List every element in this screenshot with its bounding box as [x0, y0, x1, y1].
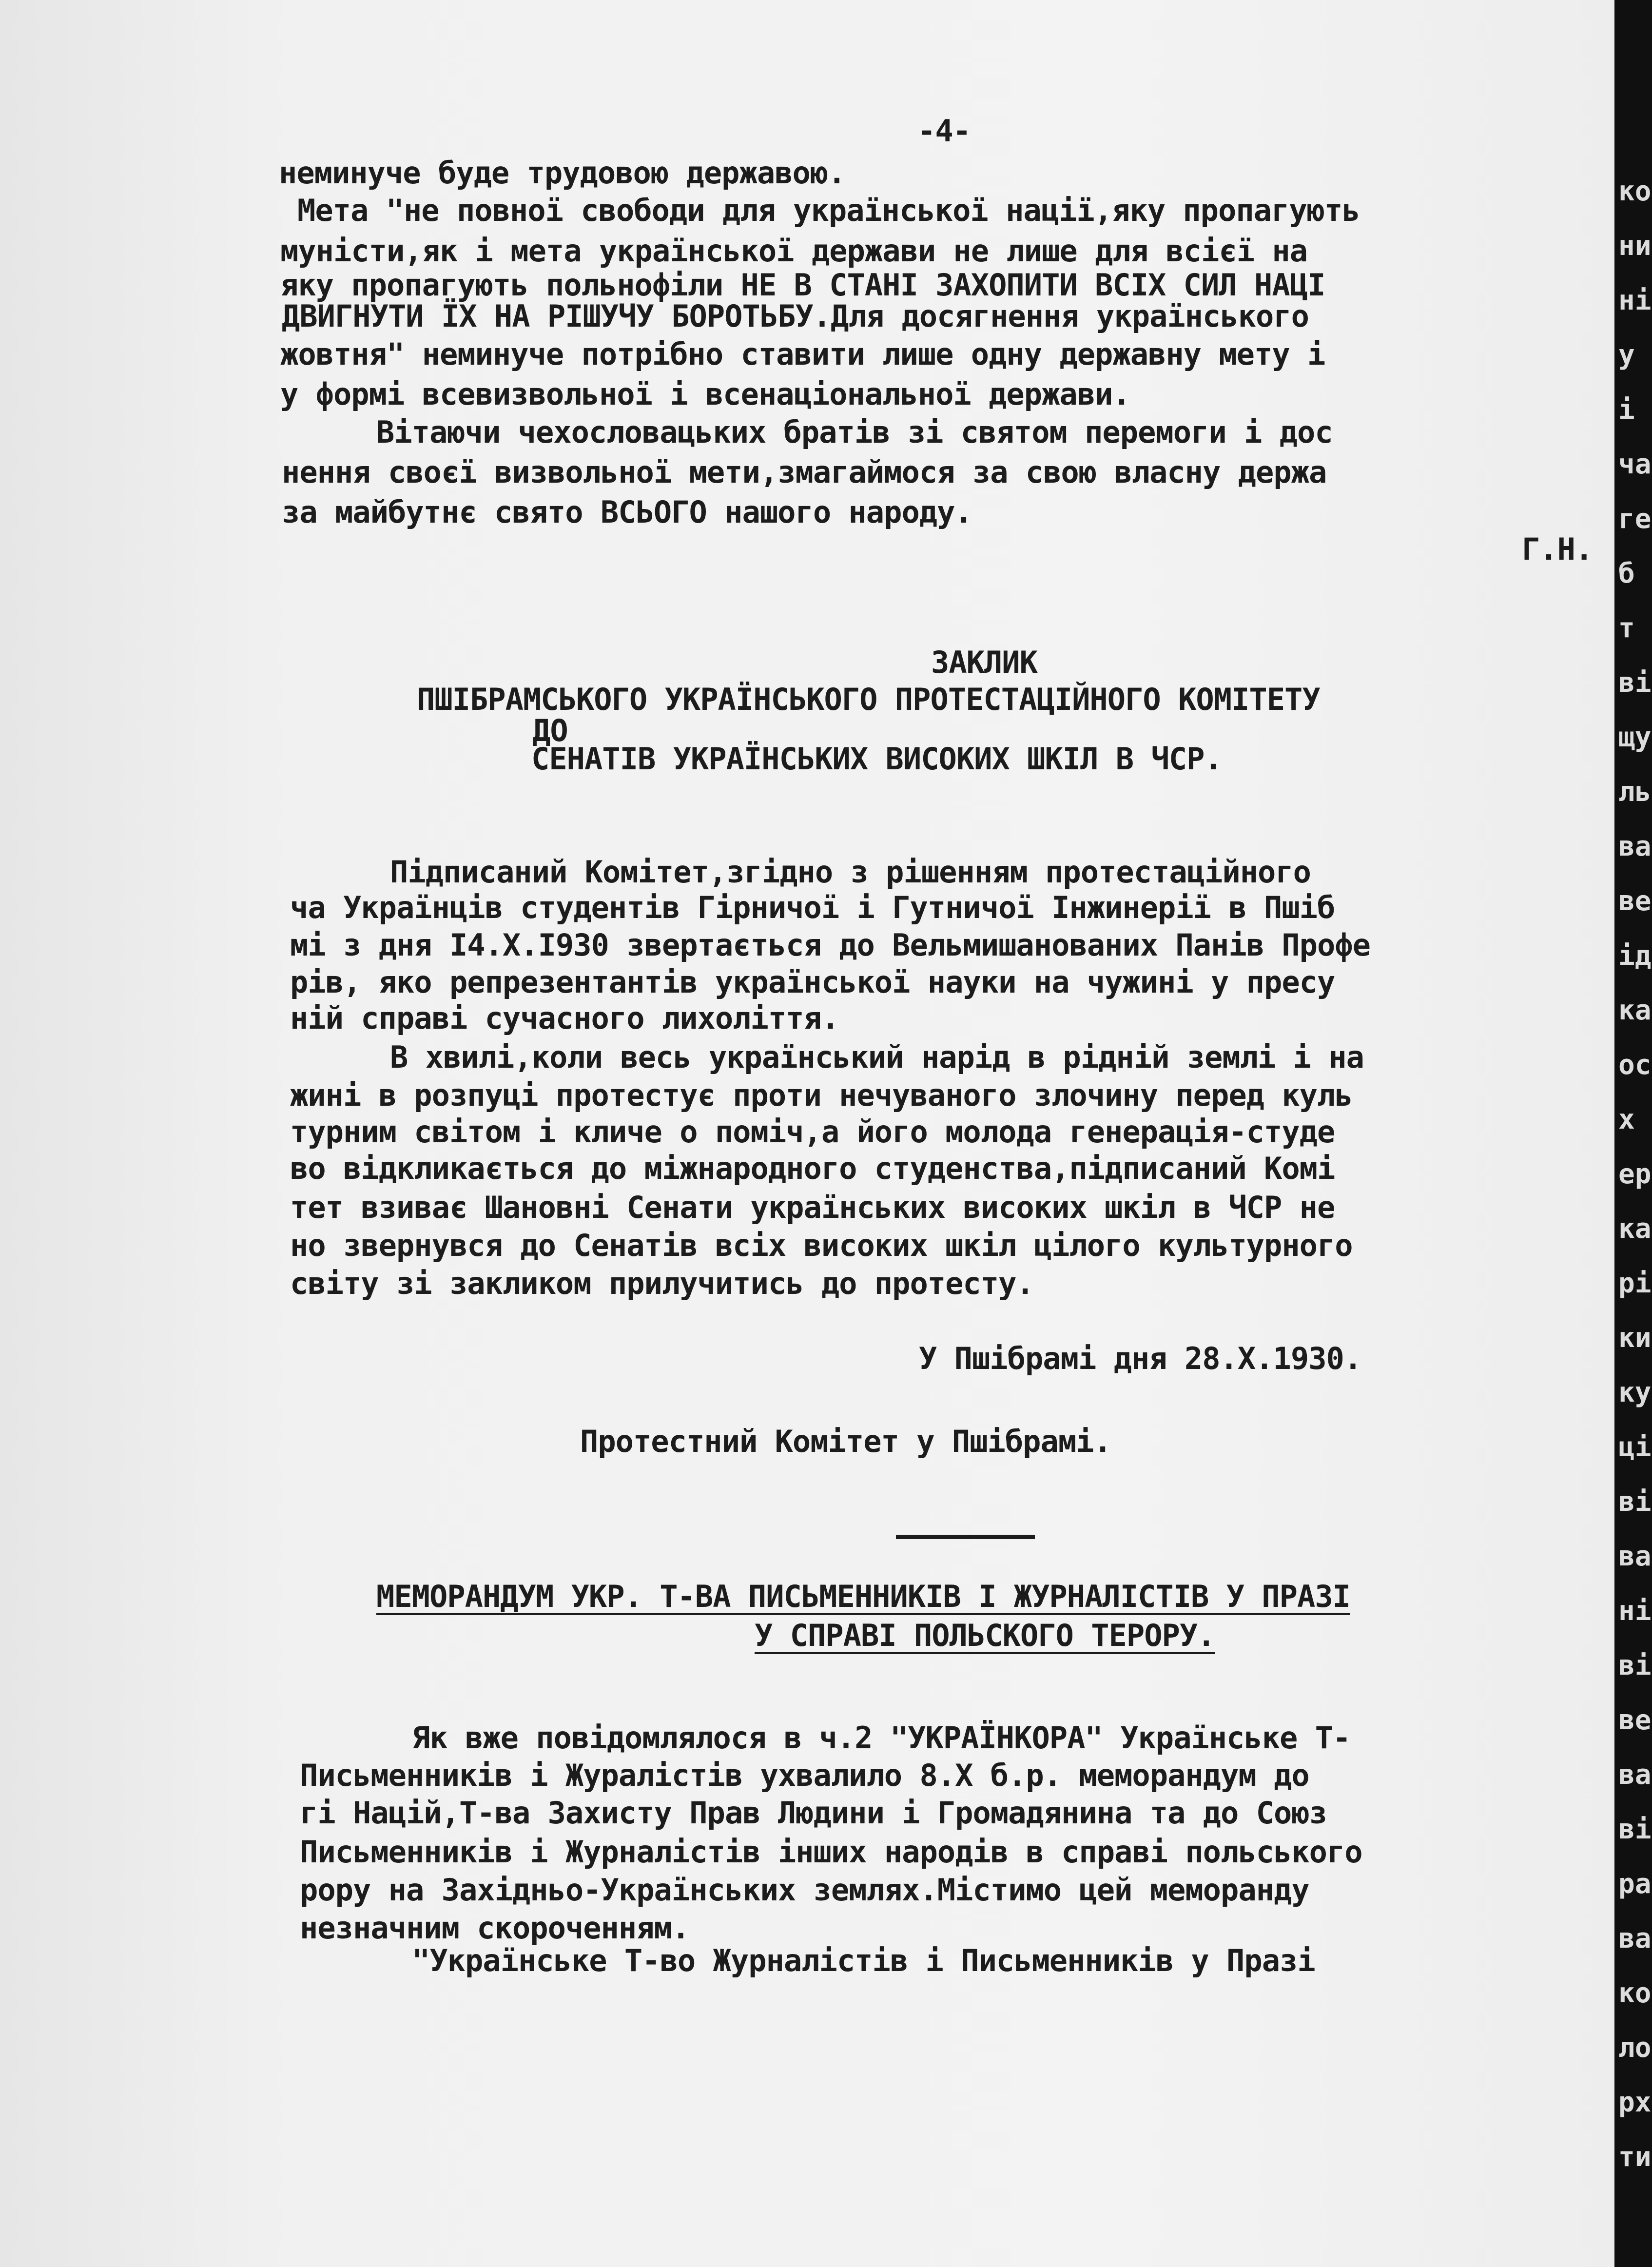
adjacent-page-fragment: ос — [1618, 1049, 1652, 1081]
appeal-line: ній справі сучасного лихоліття. — [290, 1000, 839, 1036]
intro-line: муністи,як і мета української держави не лише для всієї на — [280, 233, 1307, 269]
adjacent-page-fragment: т — [1618, 612, 1635, 644]
memorandum-title: МЕМОРАНДУМ УКР. Т-ВА ПИСЬМЕННИКІВ І ЖУРНАЛІСТІВ У ПРАЗІ — [376, 1579, 1350, 1614]
memorandum-title: У СПРАВІ ПОЛЬСКОГО ТЕРОРУ. — [755, 1618, 1215, 1653]
intro-line: неминуче буде трудовою державою. — [279, 155, 846, 191]
memorandum-line: рору на Західньо-Українських землях.Містимо цей меморанду — [300, 1872, 1309, 1908]
adjacent-page-fragment: ві — [1618, 1486, 1652, 1518]
appeal-subtitle: СЕНАТІВ УКРАЇНСЬКИХ ВИСОКИХ ШКІЛ В ЧСР. — [531, 741, 1222, 777]
adjacent-page-fragment: ід — [1618, 940, 1652, 972]
adjacent-page-fragment: ге — [1618, 503, 1652, 535]
intro-line: нення своєї визвольної мети,змагаймося за свою власну держа — [282, 454, 1327, 490]
adjacent-page-fragment: ні — [1618, 285, 1652, 316]
adjacent-page-fragment: ві — [1618, 1650, 1652, 1681]
appeal-line: рів, яко репрезентантів української науки на чужині у пресу — [290, 964, 1335, 1000]
memorandum-line: гі Націй,Т-ва Захисту Прав Людини і Громадянина та до Союз — [300, 1795, 1327, 1831]
adjacent-page-fragment: ва — [1618, 1923, 1652, 1954]
adjacent-page-fragment: щу — [1618, 722, 1652, 753]
memorandum-line: незначним скороченням. — [300, 1910, 690, 1946]
adjacent-page-fragment: ча — [1618, 449, 1652, 480]
place-and-date: У Пшібрамі дня 28.X.1930. — [919, 1341, 1362, 1376]
intro-line: яку пропагують польнофіли НЕ В СТАНІ ЗАХОПИТИ ВСІХ СИЛ НАЦІ — [280, 267, 1325, 303]
adjacent-page-fragment: і — [1618, 394, 1635, 426]
adjacent-page-fragment: ни — [1618, 230, 1652, 262]
adjacent-page-fragment: ні — [1618, 1595, 1652, 1627]
adjacent-page-fragment: ва — [1618, 831, 1652, 862]
adjacent-page-fragment: ве — [1618, 1704, 1652, 1736]
adjacent-page-fragment: ве — [1618, 885, 1652, 917]
intro-line: ДВИГНУТИ ЇХ НА РІШУЧУ БОРОТЬБУ.Для досягнення українського — [282, 298, 1309, 334]
adjacent-page-fragment: ва — [1618, 1541, 1652, 1572]
adjacent-page-fragment: ти — [1618, 2141, 1652, 2173]
adjacent-page-fragment: х — [1618, 1104, 1635, 1135]
adjacent-page-fragment: ка — [1618, 1213, 1652, 1245]
appeal-line: Підписаний Комітет,згідно з рішенням протестаційного — [390, 854, 1311, 890]
adjacent-page-fragment: б — [1618, 558, 1635, 589]
intro-line: Вітаючи чехословацьких братів зі святом перемоги і дос — [376, 414, 1333, 450]
appeal-line: но звернувся до Сенатів всіх високих шкіл цілого культурного — [290, 1228, 1353, 1263]
adjacent-page-fragment: рі — [1618, 1268, 1652, 1299]
memorandum-line: "Українське Т-во Журналістів і Письменників у Празі — [412, 1943, 1315, 1978]
appeal-subtitle: ПШІБРАМСЬКОГО УКРАЇНСЬКОГО ПРОТЕСТАЦІЙНОГО КОМІТЕТУ — [417, 682, 1320, 717]
adjacent-page-fragment: ль — [1618, 776, 1652, 808]
intro-line: Мета "не повної свободи для української нації,яку пропагують — [297, 193, 1360, 228]
adjacent-page-fragment: ві — [1618, 1814, 1652, 1845]
appeal-line: турним світом і кличе о поміч,а його молода генерація-студе — [290, 1114, 1335, 1150]
intro-line: жовтня" неминуче потрібно ставити лише одну державну мету і — [280, 336, 1325, 372]
adjacent-page-fragment: ко — [1618, 1977, 1652, 2009]
appeal-line: ча Українців студентів Гірничої і Гутничої Інжинерії в Пшіб — [290, 890, 1335, 925]
appeal-title: ЗАКЛИК — [931, 645, 1037, 680]
adjacent-page-fragment: ка — [1618, 995, 1652, 1026]
adjacent-page-fragment: ер — [1618, 1158, 1652, 1190]
intro-line: за майбутнє свято ВСЬОГО нашого народу. — [282, 494, 972, 530]
adjacent-page-fragment: ці — [1618, 1431, 1652, 1463]
adjacent-page-fragment: ки — [1618, 1322, 1652, 1354]
section-divider — [896, 1535, 1035, 1539]
appeal-line: мі з дня I4.X.I930 звертається до Вельмишанованих Панів Профе — [290, 927, 1370, 963]
intro-line: у формі всевизвольної і всенаціональної держави. — [280, 376, 1130, 412]
memorandum-line: Письменників і Журалістів ухвалило 8.X б.р. меморандум до — [300, 1758, 1309, 1793]
adjacent-page-fragment: ку — [1618, 1377, 1652, 1408]
appeal-subtitle: ДО — [532, 713, 568, 748]
adjacent-page-fragment: ло — [1618, 2032, 1652, 2064]
adjacent-page-fragment: рх — [1618, 2087, 1652, 2118]
author-signature: Г.Н. — [1522, 531, 1593, 567]
memorandum-line: Письменників і Журналістів інших народів в справі польського — [300, 1834, 1362, 1870]
adjacent-page-fragment: ко — [1618, 176, 1652, 207]
adjacent-page-fragment: ва — [1618, 1759, 1652, 1791]
appeal-line: світу зі закликом прилучитись до протесту. — [290, 1266, 1034, 1301]
adjacent-page-fragment: у — [1618, 339, 1635, 371]
adjacent-page-fragment: ра — [1618, 1868, 1652, 1900]
appeal-line: во відкликається до міжнародного студенства,підписаний Комі — [290, 1151, 1335, 1186]
page-number: -4- — [917, 113, 971, 149]
appeal-line: В хвилі,коли весь український нарід в рідній землі і на — [390, 1039, 1364, 1075]
memorandum-line: Як вже повідомлялося в ч.2 "УКРАЇНКОРА" Українське Т- — [412, 1720, 1351, 1756]
appeal-line: жині в розпуці протестує проти нечуваного злочину перед куль — [290, 1077, 1353, 1113]
adjacent-page-fragment: ві — [1618, 667, 1652, 699]
adjacent-page-fragments — [1618, 0, 1652, 2267]
committee-signature: Протестний Комітет у Пшібрамі. — [580, 1424, 1111, 1459]
appeal-line: тет взиває Шановні Сенати українських високих шкіл в ЧСР не — [290, 1190, 1335, 1225]
